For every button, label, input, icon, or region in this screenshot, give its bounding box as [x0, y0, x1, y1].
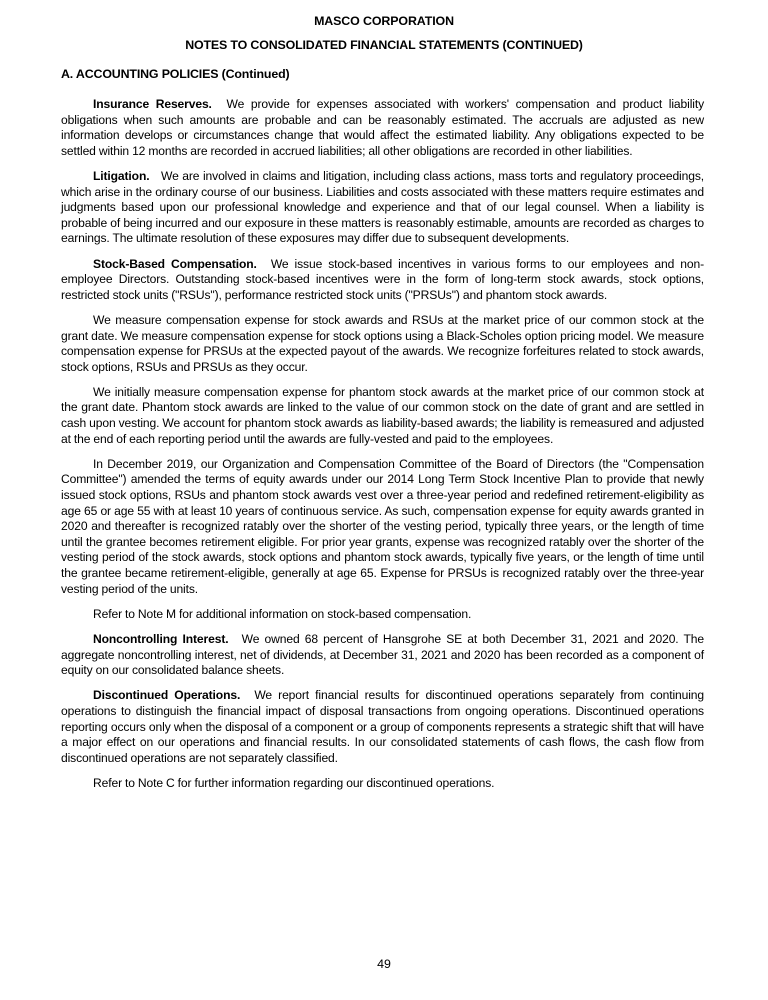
notes-body — [61, 97, 704, 801]
paragraph-text: We are involved in claims and litigation, including class actions, mass torts and regulatory proceedings, which arise in the ordinary course of our business. Liabilities and costs associated with these matters require estimates and judgments based upon our professional knowledge and experience and that of our legal counsel. When a liability is probable of being incurred and our exposure in these matters is reasonably estimable, amounts are recorded as charges to earnings. The ultimate resolution of these exposures may differ due to subsequent developments. — [61, 168, 705, 246]
paragraph-phantom-stock — [61, 385, 704, 447]
page-number: 49 — [377, 957, 391, 971]
paragraph-litigation — [61, 169, 704, 247]
paragraph-discontinued-operations — [61, 688, 704, 766]
paragraph-note-c-reference — [61, 776, 704, 792]
paragraph-text: Refer to Note C for further information regarding our discontinued operations. — [93, 775, 495, 790]
company-name: MASCO CORPORATION — [314, 14, 454, 28]
paragraph-insurance-reserves — [61, 97, 704, 159]
paragraph-stock-based-compensation — [61, 257, 704, 304]
paragraph-text: We provide for expenses associated with workers' compensation and product liability obligations when such amounts are probable and can be reasonably estimated. The accruals are adjusted as new information develops or circumstances change that would affect the estimated liability. Any obligations expected to be settled within 12 months are recorded in accrued liabilities; all other obligations are recorded in other liabilities. — [61, 97, 705, 158]
paragraph-text: In December 2019, our Organization and Compensation Committee of the Board of Directors (the "Compensation Committee") amended the terms of equity awards under our 2014 Long Term Stock Incentive Plan to provide that newly issued stock options, RSUs and phantom stock awards vest over a three-year period and redefined retirement-eligibility as age 65 or age 55 with at least 10 years of continuous service. As such, compensation expense for equity awards granted in 2020 and thereafter is recognized ratably over the shorter of the vesting period, typically three years, or the length of time until the grantee becomes retirement eligible. For prior year grants, expense was recognized ratably over the shorter of the vesting period of the stock awards, stock options and phantom stock awards, typically five years, or the length of time until the grantee became retirement-eligible, generally at age 65. Expense for PRSUs is recognized ratably over the three-year vesting period of the units. — [61, 456, 704, 596]
paragraph-text: Refer to Note M for additional information on stock-based compensation. — [93, 606, 472, 621]
paragraph-text: We initially measure compensation expense for phantom stock awards at the market price of our common stock at the grant date. Phantom stock awards are linked to the value of our common stock on the date of grant and are settled in cash upon vesting. We account for phantom stock awards as liability-based awards; the liability is remeasured and adjusted at the end of each reporting period until the awards are fully-vested and paid to the employees. — [61, 384, 704, 446]
paragraph-text: We report financial results for discontinued operations separately from continuing operations to distinguish the financial impact of disposal transactions from ongoing operations. Discontinued operations reporting occurs only when the disposal of a component or a group of components represents a strategic shift that will have a major effect on our operations and financial results. In our consolidated statements of cash flows, the cash flow from discontinued operations are not separately classified. — [61, 688, 705, 765]
paragraph-lead: Discontinued Operations. — [93, 688, 241, 703]
paragraph-plan-amendment — [61, 457, 704, 597]
paragraph-lead: Insurance Reserves. — [93, 97, 212, 111]
document-subtitle: NOTES TO CONSOLIDATED FINANCIAL STATEMENTS (CONTINUED) — [185, 38, 583, 52]
paragraph-noncontrolling-interest — [61, 632, 704, 679]
paragraph-note-m-reference — [61, 607, 704, 623]
paragraph-lead: Noncontrolling Interest. — [93, 631, 229, 646]
paragraph-text: We owned 68 percent of Hansgrohe SE at both December 31, 2021 and 2020. The aggregate noncontrolling interest, net of dividends, at December 31, 2021 and 2020 has been recorded as a component of equity on our consolidated balance sheets. — [61, 631, 704, 678]
paragraph-text: We issue stock-based incentives in various forms to our employees and non-employee Directors. Outstanding stock-based incentives were in the form of long-term stock awards, stock options, restricted stock units ("RSUs"), performance restricted stock units ("PRSUs") and phantom stock awards. — [61, 256, 704, 302]
paragraph-lead: Stock-Based Compensation. — [93, 256, 257, 271]
section-heading: A. ACCOUNTING POLICIES (Continued) — [61, 67, 290, 81]
paragraph-lead: Litigation. — [93, 168, 150, 183]
paragraph-measurement — [61, 313, 704, 375]
paragraph-text: We measure compensation expense for stock awards and RSUs at the market price of our common stock at the grant date. We measure compensation expense for stock options using a Black-Scholes option pricing model. We measure compensation expense for PRSUs at the expected payout of the awards. We recognize forfeitures related to stock awards, stock options, RSUs and PRSUs as they occur. — [61, 312, 704, 374]
